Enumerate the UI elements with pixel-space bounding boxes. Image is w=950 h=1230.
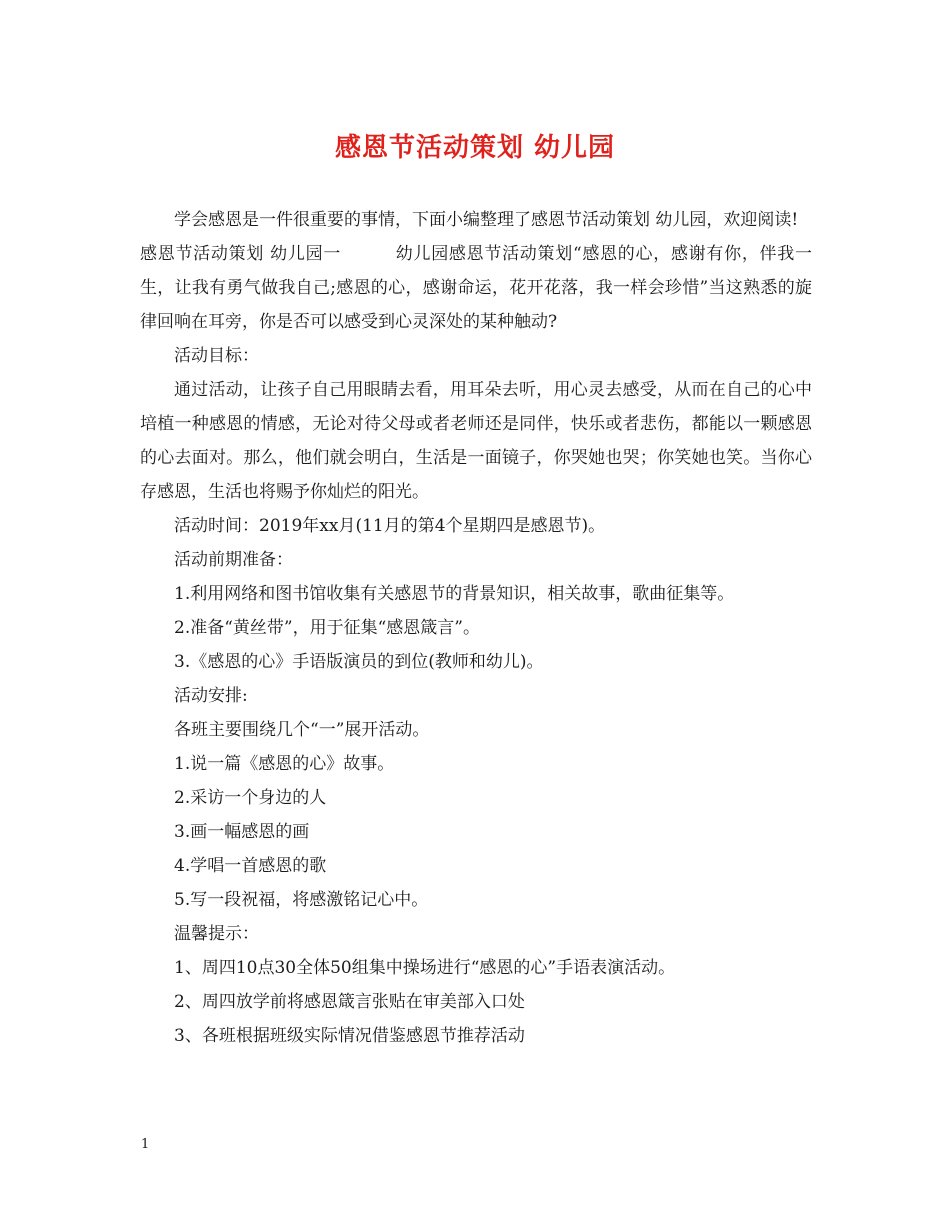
goal-label: 活动目标： [174,346,259,366]
list-item: 1.说一篇《感恩的心》故事。 [174,754,395,774]
list-item: 5.写一段祝福，将感激铭记心中。 [174,890,429,910]
tips-label: 温馨提示： [174,924,259,944]
arrange-label: 活动安排: [174,686,248,706]
section-heading: 感恩节活动策划 幼儿园一 [140,244,342,264]
document-body [140,203,812,1053]
page-number: 1 [141,1137,150,1152]
section-paragraph [140,237,812,339]
arrange-intro: 各班主要围绕几个“一”展开活动。 [174,720,430,740]
list-item: 2.准备“黄丝带”，用于征集“感恩箴言”。 [174,618,480,638]
list-item: 1、周四10点30全体50组集中操场进行“感恩的心”手语表演活动。 [174,958,676,978]
list-item: 3.《感恩的心》手语版演员的到位(教师和幼儿)。 [174,652,544,672]
list-item: 3、各班根据班级实际情况借鉴感恩节推荐活动 [174,1026,525,1046]
list-item: 1.利用网络和图书馆收集有关感恩节的背景知识，相关故事，歌曲征集等。 [174,584,735,604]
list-item: 3.画一幅感恩的画 [174,822,310,842]
list-item: 2.采访一个身边的人 [174,788,327,808]
prep-label: 活动前期准备： [174,550,293,570]
document-title: 感恩节活动策划 幼儿园 [334,133,616,163]
intro-paragraph: 学会感恩是一件很重要的事情，下面小编整理了感恩节活动策划 幼儿园，欢迎阅读! [174,210,799,230]
time-paragraph: 活动时间：2019年xx月(11月的第4个星期四是感恩节)。 [174,516,606,536]
goal-paragraph: 通过活动，让孩子自己用眼睛去看，用耳朵去听，用心灵去感受，从而在自己的心中培植一种感恩的情感，无论对待父母或者老师还是同伴，快乐或者悲伤，都能以一颗感恩的心去面对。那么，他们就会明白，生活是一面镜子，你哭她也哭；你笑她也笑。当你心存感恩，生活也将赐予你灿烂的阳光。 [140,380,812,502]
list-item: 2、周四放学前将感恩箴言张贴在审美部入口处 [174,992,525,1012]
list-item: 4.学唱一首感恩的歌 [174,856,327,876]
section-body: 幼儿园感恩节活动策划“感恩的心，感谢有你，伴我一生，让我有勇气做我自己;感恩的心，感谢命运，花开花落，我一样会珍惜”当这熟悉的旋律回响在耳旁，你是否可以感受到心灵深处的某种触动? [140,244,812,332]
